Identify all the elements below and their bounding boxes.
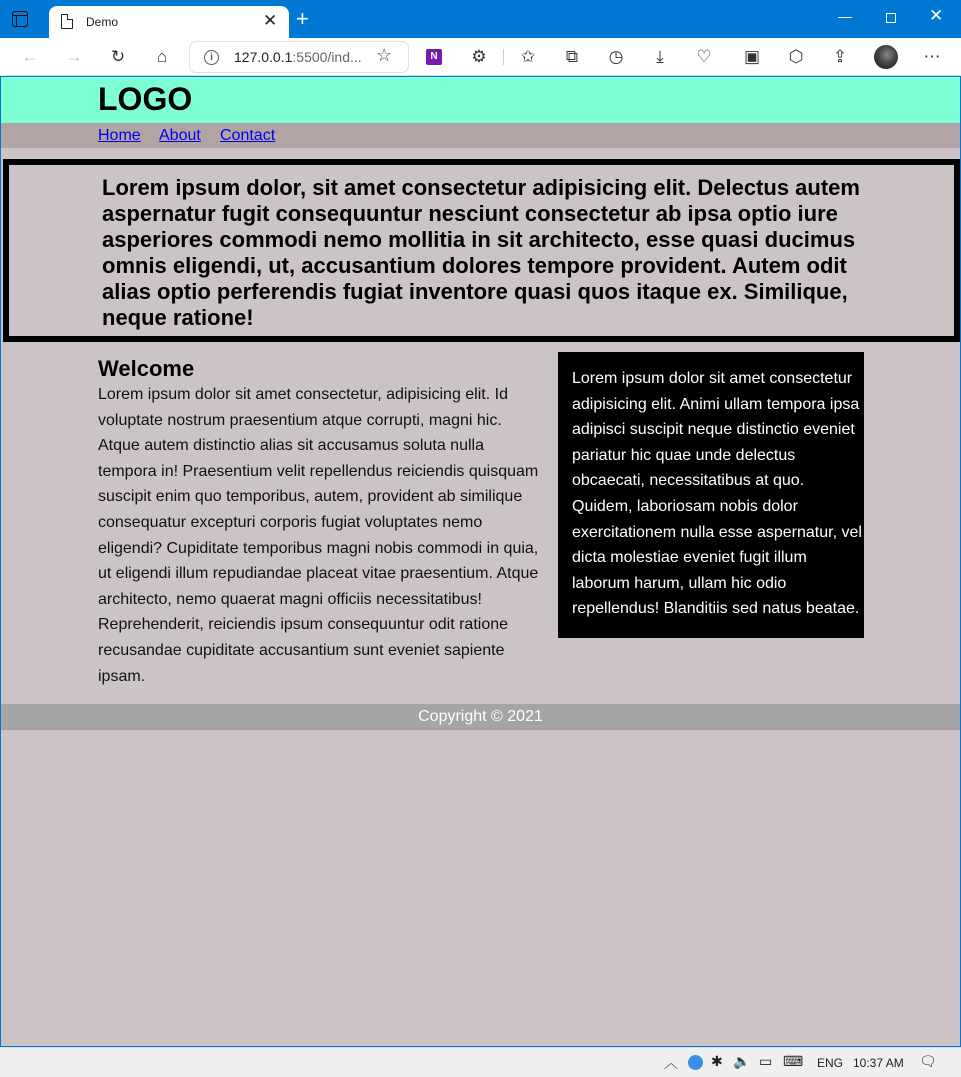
site-footer: Copyright © 2021 bbox=[1, 704, 960, 730]
math-solver-icon[interactable]: ▣ bbox=[743, 47, 761, 66]
performance-icon[interactable]: ♡ bbox=[696, 47, 712, 66]
tab-title: Demo bbox=[86, 15, 119, 29]
onenote-icon[interactable]: N bbox=[426, 49, 442, 65]
extensions-icon[interactable]: ⚙ bbox=[471, 47, 487, 66]
share-icon[interactable]: ⇪ bbox=[832, 47, 848, 66]
window-close-icon[interactable]: ✕ bbox=[929, 6, 944, 25]
browser-tab[interactable] bbox=[49, 6, 289, 38]
collections-icon[interactable]: ⧉ bbox=[565, 47, 579, 66]
url-path: :5500/ind... bbox=[292, 49, 362, 65]
site-logo: LOGO bbox=[98, 81, 193, 117]
browser-toolbar bbox=[0, 38, 961, 76]
maximize-icon[interactable] bbox=[886, 13, 896, 23]
notifications-icon[interactable]: 🗨 bbox=[919, 1053, 937, 1069]
nav-link-home[interactable]: Home bbox=[98, 127, 141, 144]
browser-essentials-icon[interactable]: ⬡ bbox=[788, 47, 804, 66]
aside-box bbox=[558, 352, 864, 638]
network-icon[interactable]: ▭ bbox=[759, 1053, 773, 1069]
input-language[interactable]: ENG bbox=[817, 1056, 844, 1070]
address-bar[interactable] bbox=[190, 42, 408, 72]
url-host: 127.0.0.1 bbox=[234, 49, 293, 65]
hero-text: Lorem ipsum dolor, sit amet consectetur adipisicing elit. Delectus autem aspernatur fugit consequuntur nesciunt consectetur ab ipsa optio iure asperiores commodi nemo mollitia in sit architecto, esse quasi ducimus omnis eligendi, ut, accusantium dolores tempore provident. Autem odit alias optio perferendis fugiat inventore quasi quos itaque ex. Similique, neque ratione! bbox=[102, 175, 860, 330]
welcome-text: Lorem ipsum dolor sit amet consectetur, adipisicing elit. Id voluptate nostrum praesentium atque corrupti, magni hic. Atque autem distinctio alias sit accusamus soluta nulla tempora in! Praesentium velit repellendus reiciendis quisquam suscipit enim quo temporibus, autem, provident ab similique consequatur excepturi corporis fugiat voluptates nemo eligendi? Cupiditate temporibus magni nobis commodi in quia, ut eligendi illum repudiandae placeat vitae praesentium. Atque architecto, nemo quaerat magni officiis necessitatibus! Reprehenderit, reiciendis ipsum consequuntur odit ratione recusandae cupiditate accusantium sunt eveniet sapiente ipsam. bbox=[98, 386, 539, 685]
minimize-icon[interactable]: — bbox=[838, 8, 852, 24]
profile-avatar[interactable] bbox=[874, 45, 898, 69]
welcome-title: Welcome bbox=[98, 356, 195, 381]
volume-icon[interactable]: 🔈 bbox=[733, 1053, 751, 1069]
page-viewport bbox=[1, 77, 960, 1046]
home-icon[interactable]: ⌂ bbox=[156, 47, 168, 66]
new-tab-icon[interactable]: + bbox=[296, 6, 309, 31]
more-options-icon[interactable]: ⋯ bbox=[923, 47, 941, 66]
keyboard-icon[interactable]: ⌨ bbox=[783, 1053, 804, 1069]
nav-link-contact[interactable]: Contact bbox=[220, 127, 276, 144]
clock[interactable]: 10:37 AM bbox=[853, 1056, 904, 1070]
history-icon[interactable]: ◷ bbox=[608, 47, 624, 66]
site-info-icon[interactable]: i bbox=[204, 50, 219, 65]
nav-link-about[interactable]: About bbox=[159, 127, 201, 144]
page-icon bbox=[61, 14, 73, 29]
tray-bluetooth-icon[interactable]: ✱ bbox=[711, 1053, 723, 1069]
back-icon[interactable]: ← bbox=[21, 47, 39, 66]
browser-titlebar bbox=[0, 0, 961, 38]
tray-app-icon[interactable] bbox=[688, 1055, 703, 1070]
downloads-icon[interactable]: ⤓ bbox=[656, 47, 664, 66]
refresh-icon[interactable]: ↻ bbox=[110, 47, 126, 66]
site-nav bbox=[1, 123, 960, 148]
add-favorite-icon[interactable]: ☆ bbox=[376, 45, 393, 65]
tab-close-icon[interactable]: ✕ bbox=[263, 11, 278, 30]
site-header bbox=[1, 77, 960, 123]
aside-text: Lorem ipsum dolor sit amet consectetur adipisicing elit. Animi ullam tempora ipsa adipisci suscipit neque distinctio eveniet pariatur hic quae unde delectus obcaecati, necessitatibus at quo. Quidem, laboriosam nobis dolor exercitationem nulla esse aspernatur, vel dicta molestiae eveniet fugit illum laborum harum, ullam hic odio repellendus! Blanditiis sed natus beatae. bbox=[572, 370, 862, 618]
tab-actions-icon[interactable] bbox=[12, 11, 28, 27]
taskbar bbox=[0, 1047, 961, 1077]
hero-section bbox=[3, 159, 960, 342]
tray-overflow-icon[interactable]: ︿ bbox=[664, 1055, 678, 1071]
url-text[interactable] bbox=[234, 49, 362, 65]
favorites-icon[interactable]: ✩ bbox=[520, 47, 536, 66]
forward-icon[interactable]: → bbox=[65, 47, 83, 66]
toolbar-separator bbox=[503, 49, 504, 65]
